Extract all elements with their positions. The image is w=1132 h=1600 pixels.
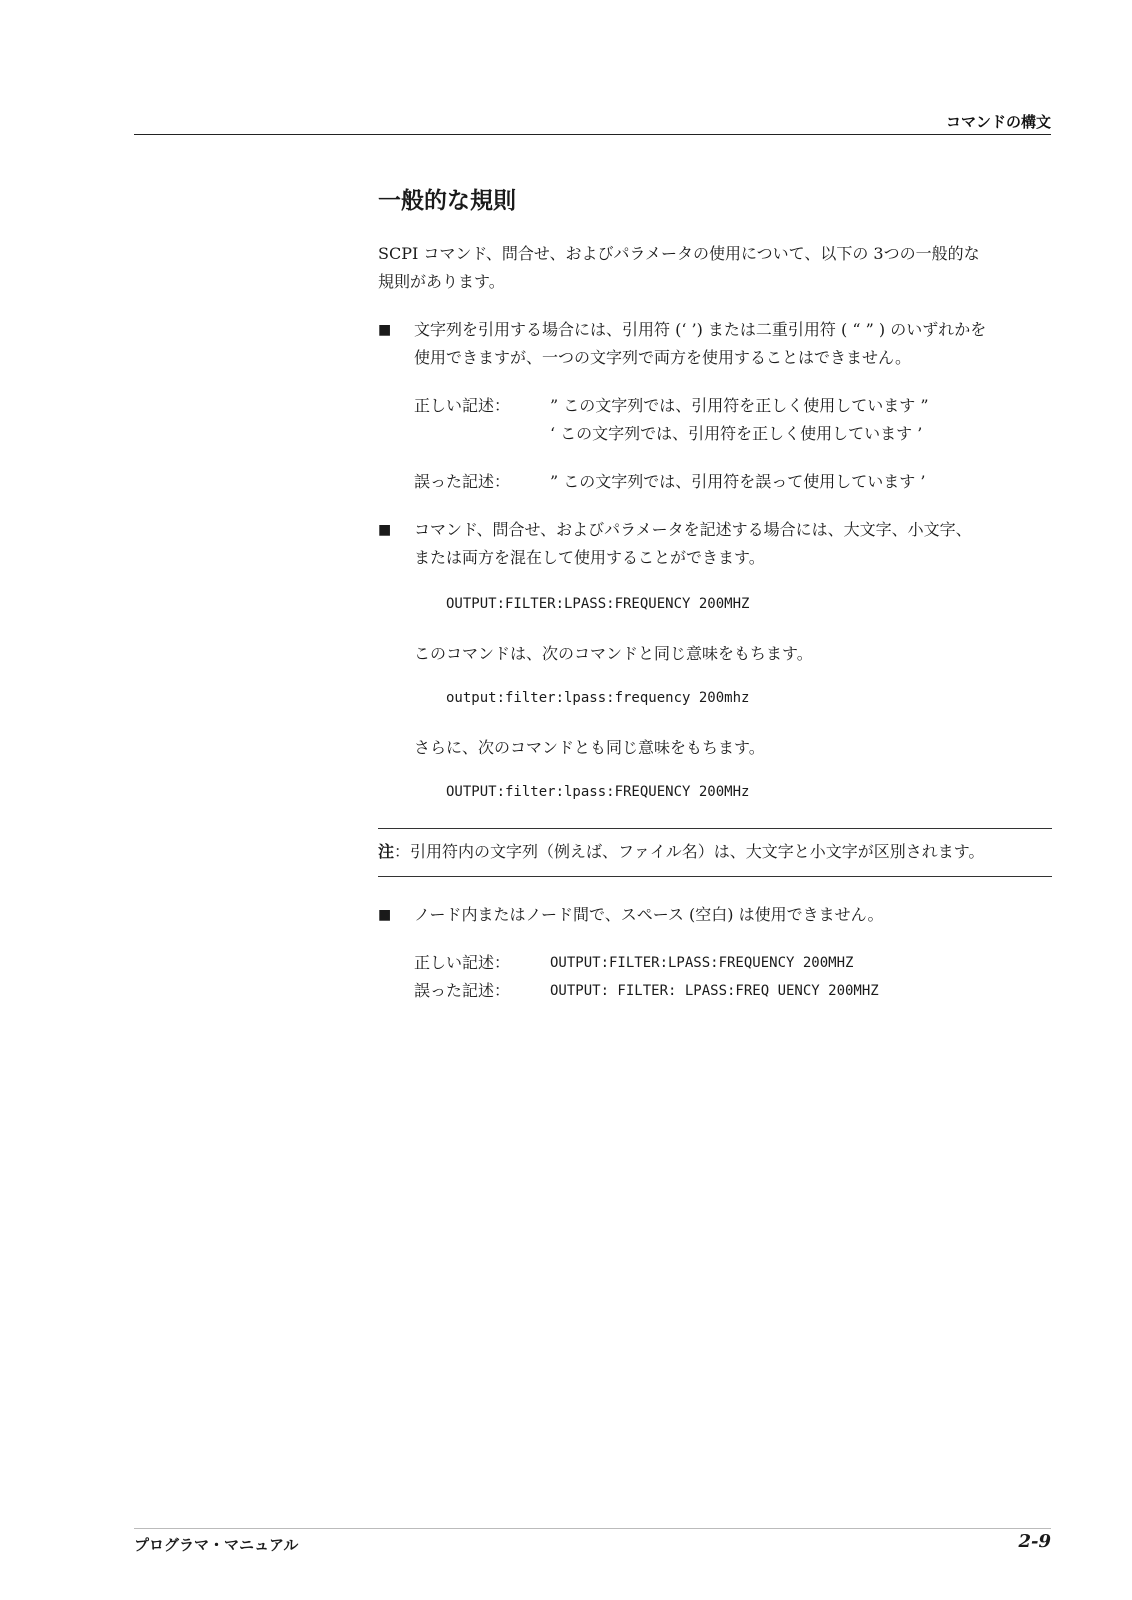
rule-3-line-1: ノード内またはノード間で、スペース (空白) は使用できません。 (414, 905, 884, 924)
rule-3-wrong-example (378, 977, 1052, 1005)
correct-label: 正しい記述： (414, 396, 511, 415)
correct-example-line-1: ” この文字列では、引用符を正しく使用しています ” (550, 396, 929, 415)
rule-1-line-1: 文字列を引用する場合には、引用符 (‘ ’) または二重引用符 ( “ ” ) のいずれかを (414, 320, 987, 339)
wrong-label: 誤った記述： (414, 472, 511, 491)
bullet-square-icon: ■ (378, 322, 392, 338)
rule-1-correct-example (378, 392, 1052, 448)
main-content (378, 186, 1052, 1005)
wrong-code: OUTPUT: FILTER: LPASS:FREQ UENCY 200MHZ (550, 983, 879, 999)
code-example-2: output:filter:lpass:frequency 200mhz (446, 690, 750, 706)
code-example-3: OUTPUT:filter:lpass:FREQUENCY 200MHz (446, 784, 750, 800)
correct-code: OUTPUT:FILTER:LPASS:FREQUENCY 200MHZ (550, 955, 854, 971)
bullet-square-icon: ■ (378, 907, 392, 923)
rule-2-text-2: さらに、次のコマンドとも同じ意味をもちます。 (414, 738, 765, 757)
rule-2-line-2: または両方を混在して使用することができます。 (414, 548, 765, 567)
correct-example-lines (550, 392, 929, 448)
code-example-1: OUTPUT:FILTER:LPASS:FREQUENCY 200MHZ (446, 596, 750, 612)
footer-manual-title: プログラマ・マニュアル (134, 1536, 299, 1554)
correct-example-line-2: ‘ この文字列では、引用符を正しく使用しています ’ (550, 424, 923, 443)
intro-paragraph (378, 240, 1052, 296)
note-box (378, 828, 1052, 877)
rule-2 (378, 516, 1052, 572)
note-label: 注 (378, 842, 395, 861)
correct-label: 正しい記述： (414, 953, 511, 972)
running-header-title: コマンドの構文 (945, 113, 1051, 131)
page-number: 2-9 (1018, 1531, 1051, 1552)
rule-3 (378, 901, 1052, 929)
rule-2-line-1: コマンド、問合せ、およびパラメータを記述する場合には、大文字、小文字、 (414, 520, 972, 539)
intro-line-2: 規則があります。 (378, 272, 505, 291)
wrong-example-line-1: ” この文字列では、引用符を誤って使用しています ’ (550, 472, 926, 491)
rule-1-wrong-example (378, 468, 1052, 496)
header-rule (134, 134, 1051, 135)
footer-rule (134, 1528, 1051, 1529)
bullet-square-icon: ■ (378, 522, 392, 538)
wrong-label: 誤った記述： (414, 981, 511, 1000)
section-title: 一般的な規則 (378, 188, 516, 214)
rule-1 (378, 316, 1052, 372)
intro-line-1: SCPI コマンド、問合せ、およびパラメータの使用について、以下の 3つの一般的な (378, 244, 980, 263)
rule-2-text-1: このコマンドは、次のコマンドと同じ意味をもちます。 (414, 644, 813, 663)
rule-3-correct-example (378, 949, 1052, 977)
wrong-example-lines (550, 468, 925, 496)
rule-1-line-2: 使用できますが、一つの文字列で両方を使用することはできません。 (414, 348, 911, 367)
note-text: ：引用符内の文字列（例えば、ファイル名）は、大文字と小文字が区別されます。 (394, 842, 985, 861)
